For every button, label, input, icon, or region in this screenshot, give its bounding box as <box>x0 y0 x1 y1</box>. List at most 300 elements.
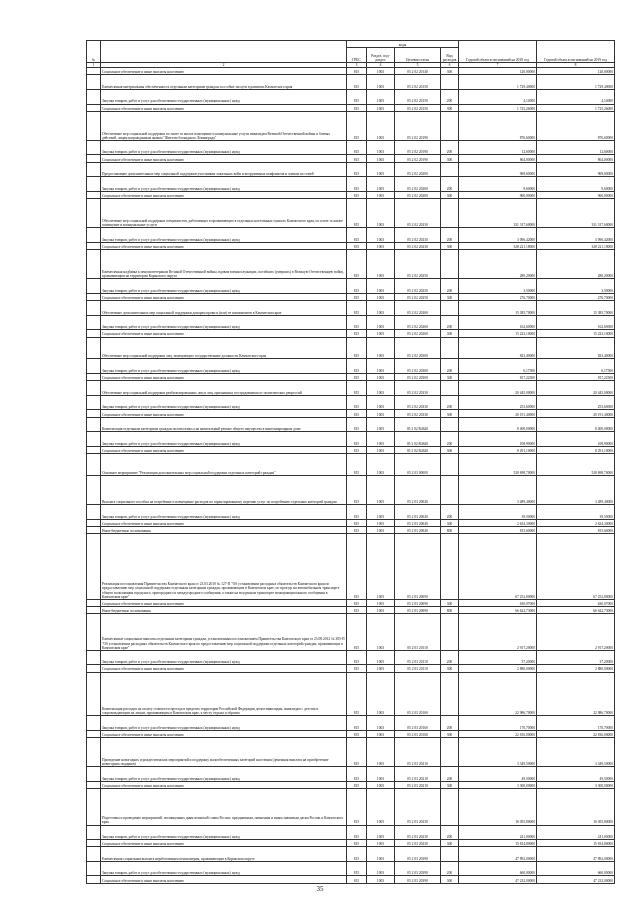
cell-num <box>87 373 101 380</box>
cell-amount-2018: 108,90000 <box>459 432 537 447</box>
header-codes-group: коды <box>347 41 459 48</box>
cell-grbs: 815 <box>347 104 367 111</box>
table-row <box>87 111 615 140</box>
cell-amount-2019: 630,07000 <box>537 599 615 606</box>
cell-expense-type <box>441 475 459 504</box>
cell-expense-type: 200 <box>441 140 459 155</box>
cell-amount-2018: 170,70000 <box>459 716 537 731</box>
cell-grbs: 815 <box>347 665 367 672</box>
cell-num <box>87 454 101 476</box>
cell-amount-2018: 162,60000 <box>459 315 537 330</box>
cell-name: Реализация постановления Правительства Камчатского края от 23.03.2010 № 127-П "Об установлении расходных обязательств Камчатского края по предоставлению мер социальной поддержки отдельным категориям граждан, проживающим в Камчатском крае, по проезду на автомобильном транспорте общего пользования городского, пригородного и междугородного сообщения, а также на воздушном транспорте межмуниципального сообщения в Камчатском крае" <box>101 534 347 600</box>
cell-amount-2019: 49,50000 <box>537 767 615 782</box>
cell-razdel: 1003 <box>367 505 395 520</box>
cell-num <box>87 111 101 140</box>
cell-num <box>87 730 101 737</box>
cell-target-article: 05 2 03 20210 <box>395 781 441 788</box>
cell-expense-type: 800 <box>441 526 459 533</box>
cell-razdel: 1003 <box>367 89 395 104</box>
cell-amount-2019: 39,50000 <box>537 505 615 520</box>
cell-grbs: 815 <box>347 279 367 294</box>
cell-amount-2018: 815,60000 <box>459 526 537 533</box>
cell-razdel: 1003 <box>367 840 395 847</box>
cell-amount-2018: 817,22500 <box>459 373 537 380</box>
cell-target-article: 05 2 03 20110 <box>395 650 441 665</box>
cell-name: Компенсация расходов на оплату стоимости проезда в пределах территории Российской Федерации детям-инвалидам, инвалидам с детства и сопровождающим их лицам, проживающим в Камчатском крае, к месту отдыха и обратно <box>101 672 347 716</box>
cell-num <box>87 526 101 533</box>
cell-amount-2019: 1 725,26000 <box>537 104 615 111</box>
cell-amount-2019: 960,00000 <box>537 191 615 198</box>
cell-num <box>87 840 101 847</box>
table-row <box>87 89 615 104</box>
cell-num <box>87 861 101 876</box>
cell-expense-type <box>441 111 459 140</box>
cell-num <box>87 279 101 294</box>
cell-name: Социальное обеспечение и иные выплаты населению <box>101 876 347 883</box>
cell-amount-2019: 15 223,10000 <box>537 330 615 337</box>
table-row <box>87 475 615 504</box>
cell-target-article: 05 2 02 20200 <box>395 177 441 192</box>
cell-num <box>87 767 101 782</box>
cell-name: Ежемесячные социальные выплаты отдельным категориям граждан, установленным постановлением Правительства Камчатского края от 23.08.2012 № 385-П "Об установлении расходных обязательств Камчатского края по предоставлению мер социальной поддержки отдельных категорий граждан, проживающих в Камчатском крае" <box>101 614 347 650</box>
table-row <box>87 410 615 417</box>
cell-target-article: 05 2 02 20260 <box>395 330 441 337</box>
cell-amount-2018: 6,17500 <box>459 359 537 374</box>
cell-target-article: 05 2 03 20110 <box>395 614 441 650</box>
cell-target-article: 05 2 03 20230 <box>395 825 441 840</box>
table-row <box>87 847 615 862</box>
table-row <box>87 789 615 825</box>
cell-amount-2018: 20 445,00000 <box>459 381 537 396</box>
cell-grbs: 815 <box>347 672 367 716</box>
cell-expense-type <box>441 381 459 396</box>
cell-amount-2019: 328 221,18000 <box>537 242 615 249</box>
cell-amount-2018: 37,20000 <box>459 650 537 665</box>
header-2018: Годовой объем ассигнований на 2018 год <box>459 41 537 63</box>
cell-expense-type: 300 <box>441 373 459 380</box>
cell-expense-type <box>441 614 459 650</box>
cell-grbs: 815 <box>347 738 367 767</box>
col-num-1: 1 <box>87 63 101 68</box>
cell-razdel: 1003 <box>367 861 395 876</box>
cell-amount-2018: 969,60000 <box>459 162 537 177</box>
cell-razdel: 1003 <box>367 730 395 737</box>
table-row <box>87 767 615 782</box>
table-row <box>87 395 615 410</box>
cell-name: Социальное обеспечение и иные выплаты населению <box>101 410 347 417</box>
table-row <box>87 162 615 177</box>
cell-expense-type: 200 <box>441 395 459 410</box>
cell-target-article: 05 2 03 20390 <box>395 847 441 862</box>
cell-amount-2018: 47 892,00000 <box>459 847 537 862</box>
cell-grbs: 815 <box>347 68 367 75</box>
cell-num <box>87 395 101 410</box>
cell-amount-2019: 2 880,00000 <box>537 665 615 672</box>
cell-grbs: 815 <box>347 454 367 476</box>
cell-num <box>87 330 101 337</box>
cell-target-article: 05 2 02 20190 <box>395 155 441 162</box>
cell-num <box>87 337 101 359</box>
cell-name: Закупка товаров, работ и услуг для обеспечения государственных (муниципальных) нужд <box>101 767 347 782</box>
table-row <box>87 301 615 316</box>
cell-amount-2019: 241,00000 <box>537 825 615 840</box>
cell-razdel: 1003 <box>367 228 395 243</box>
table-row <box>87 242 615 249</box>
cell-num <box>87 672 101 716</box>
table-row <box>87 526 615 533</box>
cell-amount-2018: 3,50000 <box>459 279 537 294</box>
cell-name: Закупка товаров, работ и услуг для обеспечения государственных (муниципальных) нужд <box>101 505 347 520</box>
cell-target-article: 05 2 02 20330 <box>395 381 441 396</box>
cell-expense-type: 300 <box>441 876 459 883</box>
cell-name: Закупка товаров, работ и услуг для обеспечения государственных (муниципальных) нужд <box>101 359 347 374</box>
cell-grbs: 815 <box>347 89 367 104</box>
cell-target-article: 05 2 03 20110 <box>395 665 441 672</box>
cell-target-article: 05 2 02 20200 <box>395 191 441 198</box>
table-row <box>87 454 615 476</box>
cell-razdel: 1003 <box>367 410 395 417</box>
cell-razdel: 1003 <box>367 337 395 359</box>
cell-num <box>87 505 101 520</box>
cell-razdel: 1003 <box>367 279 395 294</box>
cell-num <box>87 519 101 526</box>
table-row <box>87 534 615 600</box>
cell-num <box>87 825 101 840</box>
cell-num <box>87 155 101 162</box>
table-row <box>87 381 615 396</box>
cell-amount-2018: 1 729,40000 <box>459 75 537 90</box>
cell-razdel: 1003 <box>367 665 395 672</box>
cell-target-article: 05 2 02 20150 <box>395 104 441 111</box>
col-num-7: 7 <box>459 63 537 68</box>
cell-amount-2019: 6,17500 <box>537 359 615 374</box>
cell-num <box>87 781 101 788</box>
cell-name: Закупка товаров, работ и услуг для обеспечения государственных (муниципальных) нужд <box>101 89 347 104</box>
cell-razdel: 1003 <box>367 767 395 782</box>
cell-expense-type: 800 <box>441 607 459 614</box>
cell-expense-type <box>441 534 459 600</box>
cell-num <box>87 104 101 111</box>
cell-target-article: 05 2 02 20150 <box>395 75 441 90</box>
cell-amount-2018: 241,00000 <box>459 825 537 840</box>
cell-target-article: 05 2 02 20250 <box>395 293 441 300</box>
cell-amount-2019: 108,90000 <box>537 432 615 447</box>
cell-amount-2018: 22 986,70000 <box>459 672 537 716</box>
cell-amount-2018: 280,20000 <box>459 250 537 279</box>
cell-amount-2019: 2 634,30000 <box>537 519 615 526</box>
cell-amount-2018: 823,40000 <box>459 337 537 359</box>
table-row <box>87 359 615 374</box>
cell-razdel: 1003 <box>367 672 395 716</box>
cell-expense-type <box>441 672 459 716</box>
cell-name: Проведение новогодних и рождественских мероприятий и поддержку малообеспеченных категорий населения (денежная выплата на приобретение новогодних подарков) <box>101 738 347 767</box>
table-row <box>87 730 615 737</box>
cell-name: Социальное обеспечение и иные выплаты населению <box>101 519 347 526</box>
cell-amount-2018: 12,60000 <box>459 140 537 155</box>
cell-expense-type: 200 <box>441 279 459 294</box>
cell-amount-2018: 960,00000 <box>459 191 537 198</box>
cell-grbs: 815 <box>347 293 367 300</box>
cell-num <box>87 475 101 504</box>
cell-grbs: 815 <box>347 607 367 614</box>
cell-amount-2018: 3 300,00000 <box>459 781 537 788</box>
cell-grbs: 815 <box>347 242 367 249</box>
cell-name: Закупка товаров, работ и услуг для обеспечения государственных (муниципальных) нужд <box>101 140 347 155</box>
cell-amount-2018: 1 725,26000 <box>459 104 537 111</box>
cell-target-article: 05 2 02 20300 <box>395 373 441 380</box>
cell-amount-2019: 3 349,50000 <box>537 738 615 767</box>
cell-expense-type <box>441 162 459 177</box>
cell-target-article: 05 2 03 20160 <box>395 716 441 731</box>
cell-amount-2019: 969,60000 <box>537 162 615 177</box>
table-row <box>87 738 615 767</box>
cell-grbs: 815 <box>347 111 367 140</box>
cell-name: Социальное обеспечение и иные выплаты населению <box>101 446 347 453</box>
cell-amount-2018: 864,00000 <box>459 155 537 162</box>
table-row <box>87 155 615 162</box>
cell-num <box>87 140 101 155</box>
cell-razdel: 1003 <box>367 876 395 883</box>
cell-grbs: 815 <box>347 155 367 162</box>
cell-name: Социальное обеспечение и иные выплаты населению <box>101 840 347 847</box>
table-row <box>87 417 615 432</box>
cell-amount-2019: 170,70000 <box>537 716 615 731</box>
cell-amount-2018: 47 232,00000 <box>459 876 537 883</box>
cell-razdel: 1003 <box>367 417 395 432</box>
table-row <box>87 607 615 614</box>
cell-amount-2018: 67 252,80000 <box>459 534 537 600</box>
cell-num <box>87 68 101 75</box>
cell-grbs: 815 <box>347 315 367 330</box>
cell-expense-type: 300 <box>441 599 459 606</box>
cell-amount-2018: 660,00000 <box>459 861 537 876</box>
cell-amount-2019: 47 232,00000 <box>537 876 615 883</box>
cell-num <box>87 89 101 104</box>
table-row <box>87 140 615 155</box>
table-body <box>87 68 615 884</box>
cell-amount-2019: 864,00000 <box>537 155 615 162</box>
cell-amount-2018: 276,70000 <box>459 293 537 300</box>
table-row <box>87 861 615 876</box>
cell-name: Компенсация отдельным категориям граждан оплаты взноса на капитальный ремонт общего имущества в многоквартирном доме <box>101 417 347 432</box>
cell-grbs: 815 <box>347 228 367 243</box>
cell-num <box>87 228 101 243</box>
cell-amount-2018: 2 917,20000 <box>459 614 537 650</box>
cell-expense-type: 300 <box>441 840 459 847</box>
cell-num <box>87 199 101 228</box>
cell-num <box>87 293 101 300</box>
cell-grbs: 815 <box>347 781 367 788</box>
cell-expense-type <box>441 301 459 316</box>
cell-amount-2018: 2 634,30000 <box>459 519 537 526</box>
cell-amount-2018: 15 385,70000 <box>459 301 537 316</box>
header-num: № <box>87 41 101 63</box>
table-row <box>87 228 615 243</box>
cell-num <box>87 191 101 198</box>
cell-name: Обеспечение дополнительных мер социальной поддержки донорам крови и (или) ее компонентов в Камчатском крае <box>101 301 347 316</box>
cell-amount-2019: 280,20000 <box>537 250 615 279</box>
cell-target-article: 05 2 02 20250 <box>395 250 441 279</box>
cell-expense-type <box>441 789 459 825</box>
cell-razdel: 1003 <box>367 847 395 862</box>
cell-grbs: 815 <box>347 432 367 447</box>
cell-grbs: 815 <box>347 876 367 883</box>
cell-razdel: 1003 <box>367 301 395 316</box>
cell-name: Закупка товаров, работ и услуг для обеспечения государственных (муниципальных) нужд <box>101 315 347 330</box>
cell-amount-2018: 876,60000 <box>459 111 537 140</box>
cell-target-article: 05 2 02 20140 <box>395 68 441 75</box>
table-row <box>87 519 615 526</box>
header-razdel: Раздел, под-раздел <box>367 48 395 63</box>
cell-grbs: 815 <box>347 519 367 526</box>
cell-num <box>87 614 101 650</box>
cell-amount-2018: 8 400,00000 <box>459 417 537 432</box>
cell-target-article: 05 2 02 20330 <box>395 410 441 417</box>
cell-amount-2019: 9,60000 <box>537 177 615 192</box>
cell-expense-type: 300 <box>441 68 459 75</box>
cell-razdel: 1003 <box>367 454 395 476</box>
cell-target-article: 05 2 02 R4620 <box>395 432 441 447</box>
cell-name: Ежемесячная социальная выплата неработающим пенсионерам, проживающим в Корякском округе <box>101 847 347 862</box>
cell-target-article: 05 2 02 20300 <box>395 359 441 374</box>
table-row <box>87 75 615 90</box>
table-row <box>87 876 615 883</box>
cell-amount-2018: 15 814,80000 <box>459 840 537 847</box>
cell-expense-type: 300 <box>441 242 459 249</box>
cell-amount-2018: 630,07000 <box>459 599 537 606</box>
cell-razdel: 1003 <box>367 140 395 155</box>
cell-amount-2019: 20 445,00000 <box>537 381 615 396</box>
col-num-8: 8 <box>537 63 615 68</box>
cell-expense-type: 200 <box>441 650 459 665</box>
cell-target-article: 05 2 03 20390 <box>395 861 441 876</box>
cell-expense-type: 200 <box>441 177 459 192</box>
table-row <box>87 614 615 650</box>
cell-amount-2019: 3,50000 <box>537 279 615 294</box>
cell-expense-type: 300 <box>441 446 459 453</box>
cell-name: Социальное обеспечение и иные выплаты населению <box>101 155 347 162</box>
cell-name: Социальное обеспечение и иные выплаты населению <box>101 730 347 737</box>
header-2019: Годовой объем ассигнований на 2019 год <box>537 41 615 63</box>
cell-amount-2018: 528 698,70000 <box>459 454 537 476</box>
cell-num <box>87 876 101 883</box>
cell-name: Ежемесячная надбавка к пенсии ветеранам Великой Отечественной войны, вдовам военнослужащих, погибших (умерших) в Великую Отечественную войну, проживающим на территории Корякского округа <box>101 250 347 279</box>
cell-expense-type: 300 <box>441 293 459 300</box>
cell-grbs: 815 <box>347 373 367 380</box>
cell-amount-2019: 276,70000 <box>537 293 615 300</box>
cell-expense-type: 200 <box>441 359 459 374</box>
cell-grbs: 815 <box>347 789 367 825</box>
cell-name: Социальное обеспечение и иные выплаты населению <box>101 599 347 606</box>
cell-expense-type <box>441 75 459 90</box>
cell-amount-2019: 876,60000 <box>537 111 615 140</box>
cell-expense-type: 300 <box>441 155 459 162</box>
cell-name: Социальное обеспечение и иные выплаты населению <box>101 373 347 380</box>
cell-num <box>87 738 101 767</box>
cell-amount-2019: 815,60000 <box>537 526 615 533</box>
cell-name: Подготовка и проведение мероприятий, посвященных дням воинской славы России, праздничным, памятным и иным значимым датам России и Камчатского края <box>101 789 347 825</box>
cell-razdel: 1003 <box>367 250 395 279</box>
cell-amount-2018: 3 349,50000 <box>459 738 537 767</box>
cell-amount-2019: 12,60000 <box>537 140 615 155</box>
cell-target-article: 05 2 03 20090 <box>395 599 441 606</box>
cell-amount-2018: 328 221,18000 <box>459 242 537 249</box>
table-row <box>87 373 615 380</box>
cell-expense-type: 200 <box>441 825 459 840</box>
cell-expense-type: 200 <box>441 89 459 104</box>
cell-name: Иные бюджетные ассигнования <box>101 526 347 533</box>
cell-razdel: 1003 <box>367 781 395 788</box>
cell-grbs: 815 <box>347 716 367 731</box>
cell-target-article: 05 2 03 20160 <box>395 730 441 737</box>
cell-target-article: 05 2 03 20230 <box>395 840 441 847</box>
cell-name: Иные бюджетные ассигнования <box>101 607 347 614</box>
cell-razdel: 1003 <box>367 68 395 75</box>
header-row-top <box>87 41 615 48</box>
cell-grbs: 815 <box>347 140 367 155</box>
cell-amount-2019: 331 317,60000 <box>537 199 615 228</box>
cell-name: Социальное обеспечение и иные выплаты населению <box>101 242 347 249</box>
cell-grbs: 815 <box>347 730 367 737</box>
cell-expense-type: 200 <box>441 315 459 330</box>
cell-expense-type <box>441 417 459 432</box>
cell-expense-type <box>441 199 459 228</box>
cell-razdel: 1003 <box>367 825 395 840</box>
cell-razdel: 1003 <box>367 526 395 533</box>
cell-amount-2018: 3 489,40000 <box>459 475 537 504</box>
cell-expense-type: 200 <box>441 432 459 447</box>
cell-target-article: 05 2 02 20200 <box>395 162 441 177</box>
cell-razdel: 1003 <box>367 519 395 526</box>
table-row <box>87 672 615 716</box>
table-row <box>87 825 615 840</box>
cell-expense-type: 200 <box>441 505 459 520</box>
cell-target-article: 05 2 02 20150 <box>395 89 441 104</box>
cell-razdel: 1003 <box>367 738 395 767</box>
table-row <box>87 104 615 111</box>
cell-grbs: 815 <box>347 250 367 279</box>
cell-expense-type <box>441 454 459 476</box>
cell-num <box>87 359 101 374</box>
table-row <box>87 716 615 731</box>
cell-amount-2019: 2 917,20000 <box>537 614 615 650</box>
cell-expense-type: 300 <box>441 730 459 737</box>
table-row <box>87 650 615 665</box>
cell-target-article: 05 2 03 20210 <box>395 738 441 767</box>
cell-target-article: 05 2 03 20040 <box>395 526 441 533</box>
cell-num <box>87 315 101 330</box>
cell-name: Закупка товаров, работ и услуг для обеспечения государственных (муниципальных) нужд <box>101 279 347 294</box>
table-row <box>87 505 615 520</box>
cell-razdel: 1003 <box>367 395 395 410</box>
cell-num <box>87 301 101 316</box>
budget-table <box>86 40 615 884</box>
page-number: 35 <box>316 885 324 893</box>
cell-num <box>87 417 101 432</box>
cell-razdel: 1003 <box>367 191 395 198</box>
cell-num <box>87 607 101 614</box>
cell-name: Закупка товаров, работ и услуг для обеспечения государственных (муниципальных) нужд <box>101 716 347 731</box>
col-num-2: 2 <box>101 63 347 68</box>
cell-razdel: 1003 <box>367 614 395 650</box>
table-row <box>87 191 615 198</box>
cell-name: Закупка товаров, работ и услуг для обеспечения государственных (муниципальных) нужд <box>101 432 347 447</box>
col-num-6: 6 <box>441 63 459 68</box>
cell-num <box>87 75 101 90</box>
cell-num <box>87 534 101 600</box>
cell-grbs: 815 <box>347 847 367 862</box>
cell-amount-2019: 4,14000 <box>537 89 615 104</box>
